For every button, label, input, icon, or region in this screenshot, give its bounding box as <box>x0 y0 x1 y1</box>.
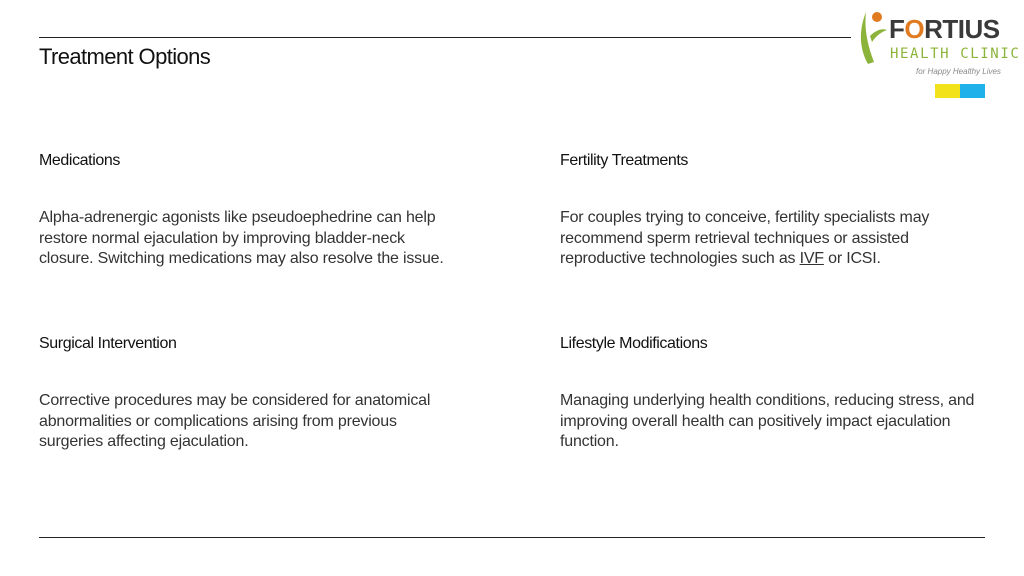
section-heading: Lifestyle Modifications <box>560 335 708 352</box>
top-divider <box>39 37 851 38</box>
section-body <box>560 208 980 270</box>
bottom-divider <box>39 537 985 538</box>
section-heading: Medications <box>39 152 120 169</box>
section-body-text-end: or ICSI. <box>823 250 881 267</box>
section-surgical-intervention <box>39 335 449 453</box>
section-fertility-treatments <box>560 152 980 270</box>
fortius-logo <box>852 4 1022 100</box>
logo-brand-name: FORTIUS <box>889 14 1000 44</box>
logo-tagline: for Happy Healthy Lives <box>916 67 1001 76</box>
page-title: Treatment Options <box>39 44 211 69</box>
color-bar-yellow <box>935 84 960 98</box>
logo-color-bar <box>935 84 985 98</box>
section-heading: Surgical Intervention <box>39 335 177 352</box>
section-body: Alpha-adrenergic agonists like pseudoephedrine can help restore normal ejaculation by improving bladder-neck closure. Switching medications may also resolve the issue. <box>39 209 444 267</box>
logo-subtitle: HEALTH CLINIC <box>890 46 1021 62</box>
section-lifestyle-modifications <box>560 335 980 453</box>
section-body: Managing underlying health conditions, reducing stress, and improving overall health can positively impact ejaculation function. <box>560 392 975 450</box>
section-heading: Fertility Treatments <box>560 152 689 169</box>
section-medications <box>39 152 449 270</box>
leaping-figure-icon <box>854 6 888 68</box>
color-bar-blue <box>960 84 985 98</box>
section-body: Corrective procedures may be considered for anatomical abnormalities or complications arising from previous surgeries affecting ejaculation. <box>39 392 431 450</box>
section-body-text: For couples trying to conceive, fertility specialists may recommend sperm retrieval techniques or assisted reproductive technologies such as <box>560 209 930 267</box>
ivf-link[interactable]: IVF <box>799 250 824 267</box>
